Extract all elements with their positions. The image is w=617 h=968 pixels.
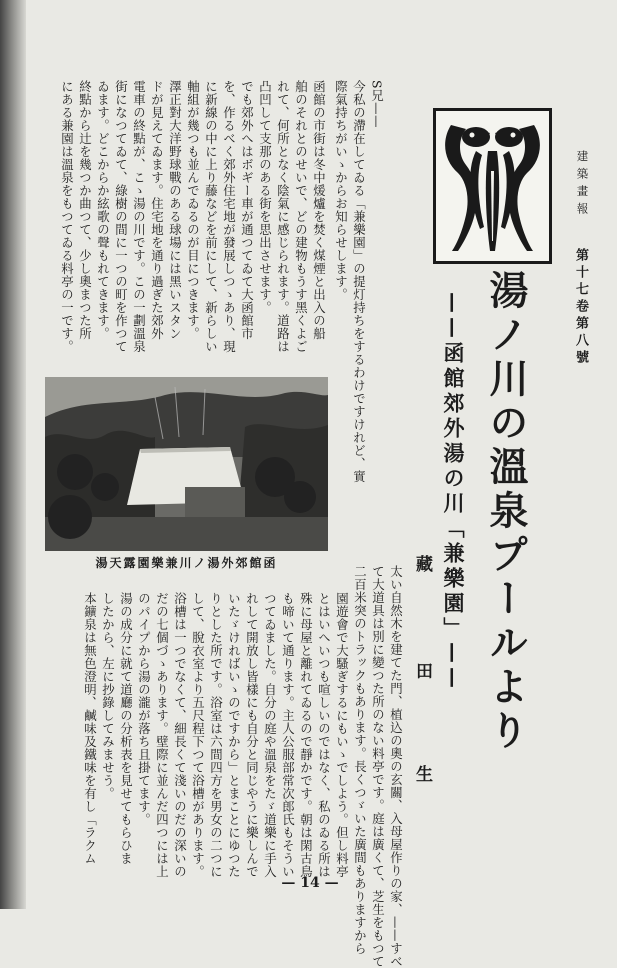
text-line: でも郊外へはボギー車が通つてゐて大函館市	[239, 80, 255, 340]
author-given-name: 田	[412, 662, 432, 679]
text-line: 澤正對大洋野球戰のある球場には黑いスタン	[167, 80, 183, 340]
text-line: 終點から辻を幾つか曲つて、少し奧まつた所	[77, 80, 93, 340]
text-line: 殊に母屋と離れてゐるので靜かです。朝は閑古鳥	[298, 592, 314, 878]
author-surname: 藏	[412, 555, 432, 572]
text-line: 二百米突のトラックもあります。長くつゞいた廣間もありますから	[352, 565, 368, 955]
volume-number: 第十七卷第八號	[573, 248, 588, 367]
text-line: 凸凹して支那のある街を思出させます。	[257, 80, 273, 314]
text-line: にある兼園は溫泉をもつてゐる料亭の一です。	[59, 80, 75, 353]
text-line: りとした所です。浴室は六間四方を男女の二つに	[208, 592, 224, 878]
text-line: 電車の終點が、こゝ湯の川です。この一劃溫泉	[131, 80, 147, 353]
text-line: 浴槽は一つでなくて、細長くて淺いのだの深いの	[172, 592, 188, 878]
author-suffix: 生	[412, 765, 432, 782]
text-line: 園遊會で大騷ぎするにもいゝでしよう。但し料亭	[334, 592, 350, 878]
text-line: つてゐました。自分の庭や溫泉をたゞ道樂に手入	[262, 592, 278, 878]
text-line: とはいへいつも喧しいのではなく、私のゐる所は	[316, 592, 332, 878]
text-line: 軸組が幾つも並んでゐるのが目につきます。	[185, 80, 201, 340]
series-name: 建築畫報	[575, 150, 590, 220]
bird-emblem-logo	[433, 108, 552, 264]
outdoor-pool-photo	[45, 377, 328, 551]
text-line: に新線の中に上り藤などを前にして、新らしい	[203, 80, 219, 353]
text-line: ドが見えてゐます。住宅地を通り過ぎた郊外	[149, 80, 165, 340]
salutation: S兄——	[369, 80, 385, 129]
article-title: 湯ノ川の溫泉プールより	[483, 270, 529, 754]
text-line: したから、左に抄錄してみませう。	[100, 592, 116, 800]
text-line: ゐます。どこからか絃歌の聲もれてきます。	[95, 80, 111, 340]
text-line: 舶のそれとのせいで、どの建物もうす黑くよご	[293, 80, 309, 353]
text-line: も啼いて通ります。主人公服部常次郎氏もそうい	[280, 592, 296, 878]
text-line: れして開放し皆樣にも自分と同じやうに樂しんで	[244, 592, 260, 878]
text-line: 際氣持ちがいゝからお知らせします。	[333, 80, 349, 301]
page-number: — 14 —	[281, 875, 339, 891]
article-subtitle: ——函館郊外湯の川「兼樂園」——	[441, 292, 466, 692]
text-line: 本鑛泉は無色澄明、鹹味及鐵味を有し「ラクム	[82, 592, 98, 865]
text-line: だの七個づゝあります。壁際に並んだ四つには上	[154, 592, 170, 878]
photo-caption: 湯天露園樂兼川ノ湯外郊館函	[95, 556, 278, 570]
text-line: 街になつてゐて、綠樹の間に一つの町を作つて	[113, 80, 129, 353]
text-line: 今私の滯在してゐる「兼樂園」の提灯持ちをするわけですけれど、實	[351, 80, 367, 483]
text-line: いたゞければいゝのですから」とまことにゆつた	[226, 592, 242, 878]
text-line: 太い自然木を建てた門、植込の奧の玄關、入母屋作りの家、——すべ	[388, 565, 404, 968]
text-line: して、脫衣室より五尺程下つて浴槽があります。	[190, 592, 206, 878]
text-line: を、作るべく郊外住宅地が發展しつゝあり、現	[221, 80, 237, 353]
text-line: のパイプから湯の瀧が落ち且掛てます。	[136, 592, 152, 826]
text-line: れて、何所となく陰氣に感じられます。道路は	[275, 80, 291, 353]
text-line: て大道具は別に變つた所のない料亭です。庭は廣くて、芝生をもつて	[370, 565, 386, 968]
text-line: 函館の市街は冬中煖爐を焚く煤煙と出入の船	[311, 80, 327, 340]
text-line: 湯の成分に就て道廳の分析表を見せてもらひま	[118, 592, 134, 865]
